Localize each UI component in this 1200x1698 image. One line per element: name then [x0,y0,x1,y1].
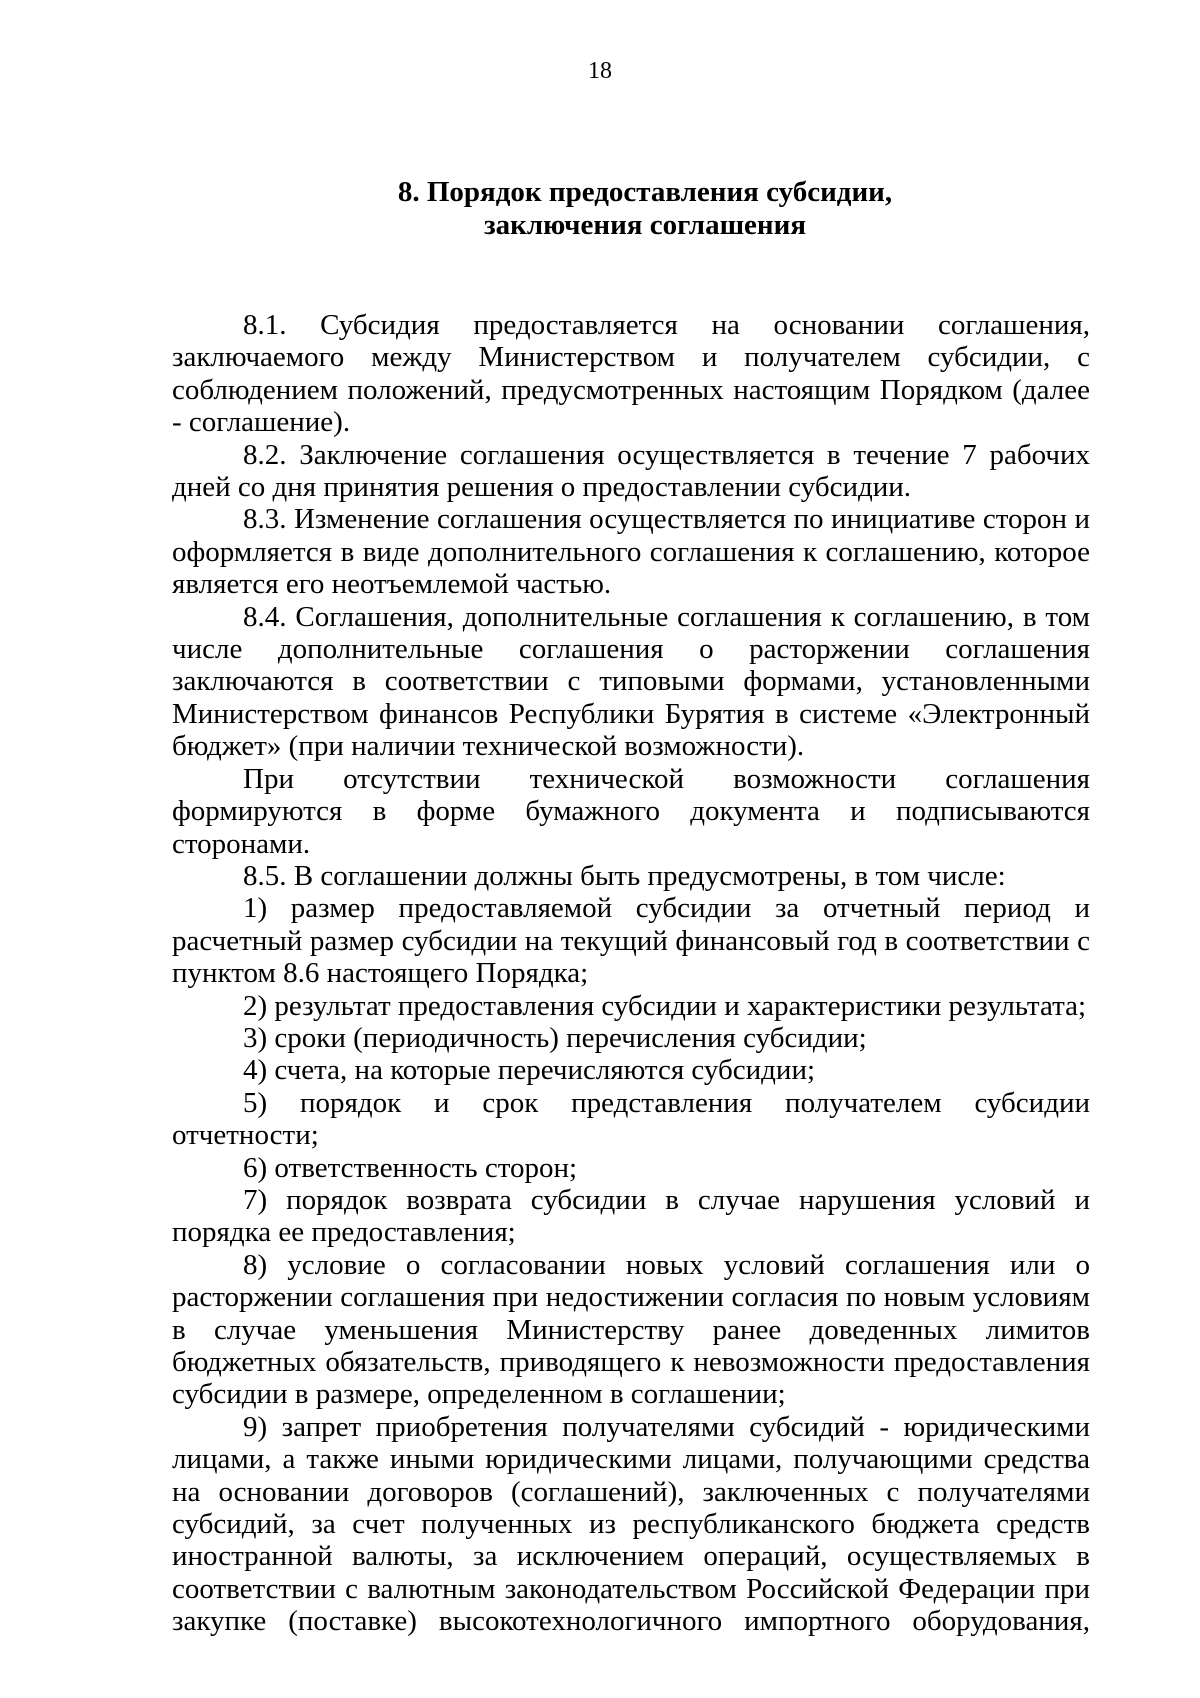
section-heading-line-1: 8. Порядок предоставления субсидии, [397,176,893,208]
list-item-3: 3) сроки (периодичность) перечисления субсидии; [243,1021,867,1054]
list-item-8: 8) условие о согласовании новых условий соглашения или о расторжении соглашения при недостижении согласия по новым условиям в случае уменьшения Министерству ранее доведенных лимитов бюджетных обязательств, приводящего к невозможности предоставления субсидии в размере, определенном в соглашении; [172,1248,1090,1411]
paragraph-8-4-paper-form: При отсутствии технической возможности соглашения формируются в форме бумажного документа и подписываются сторонами. [172,762,1090,860]
list-item-2: 2) результат предоставления субсидии и характеристики результата; [243,989,1087,1022]
page-number: 18 [588,58,612,84]
list-item-6: 6) ответственность сторон; [243,1151,578,1184]
paragraph-8-5: 8.5. В соглашении должны быть предусмотрены, в том числе: [243,859,1006,892]
paragraph-8-1: 8.1. Субсидия предоставляется на основании соглашения, заключаемого между Министерством и получателем субсидии, с соблюдением положений, предусмотренных настоящим Порядком (далее - соглашение). [172,309,1090,439]
list-item-5: 5) порядок и срок представления получателем субсидии отчетности; [172,1086,1090,1152]
paragraph-8-3: 8.3. Изменение соглашения осуществляется по инициативе сторон и оформляется в виде дополнительного соглашения к соглашению, которое является его неотъемлемой частью. [172,503,1090,601]
document-body [172,309,1090,1638]
section-heading [170,176,1120,242]
list-item-9: 9) запрет приобретения получателями субсидий - юридическими лицами, а также иными юридическими лицами, получающими средства на основании договоров (соглашений), заключенных с получателями субсидий, за счет полученных из республиканского бюджета средств иностранной валюты, за исключением операций, осуществляемых в соответствии с валютным законодательством Российской Федерации при закупке (поставке) высокотехнологичного импортного оборудования, [172,1410,1090,1638]
paragraph-8-2: 8.2. Заключение соглашения осуществляется в течение 7 рабочих дней со дня принятия решения о предоставлении субсидии. [172,438,1090,504]
paragraph-8-4: 8.4. Соглашения, дополнительные соглашения к соглашению, в том числе дополнительные соглашения о расторжении соглашения заключаются в соответствии с типовыми формами, установленными Министерством финансов Республики Бурятия в системе «Электронный бюджет» (при наличии технической возможности). [172,600,1090,763]
list-item-7: 7) порядок возврата субсидии в случае нарушения условий и порядка ее предоставления; [172,1183,1090,1249]
section-heading-line-2: заключения соглашения [483,209,807,241]
list-item-4: 4) счета, на которые перечисляются субсидии; [243,1054,816,1087]
list-item-1: 1) размер предоставляемой субсидии за отчетный период и расчетный размер субсидии на текущий финансовый год в соответствии с пунктом 8.6 настоящего Порядка; [172,892,1090,990]
